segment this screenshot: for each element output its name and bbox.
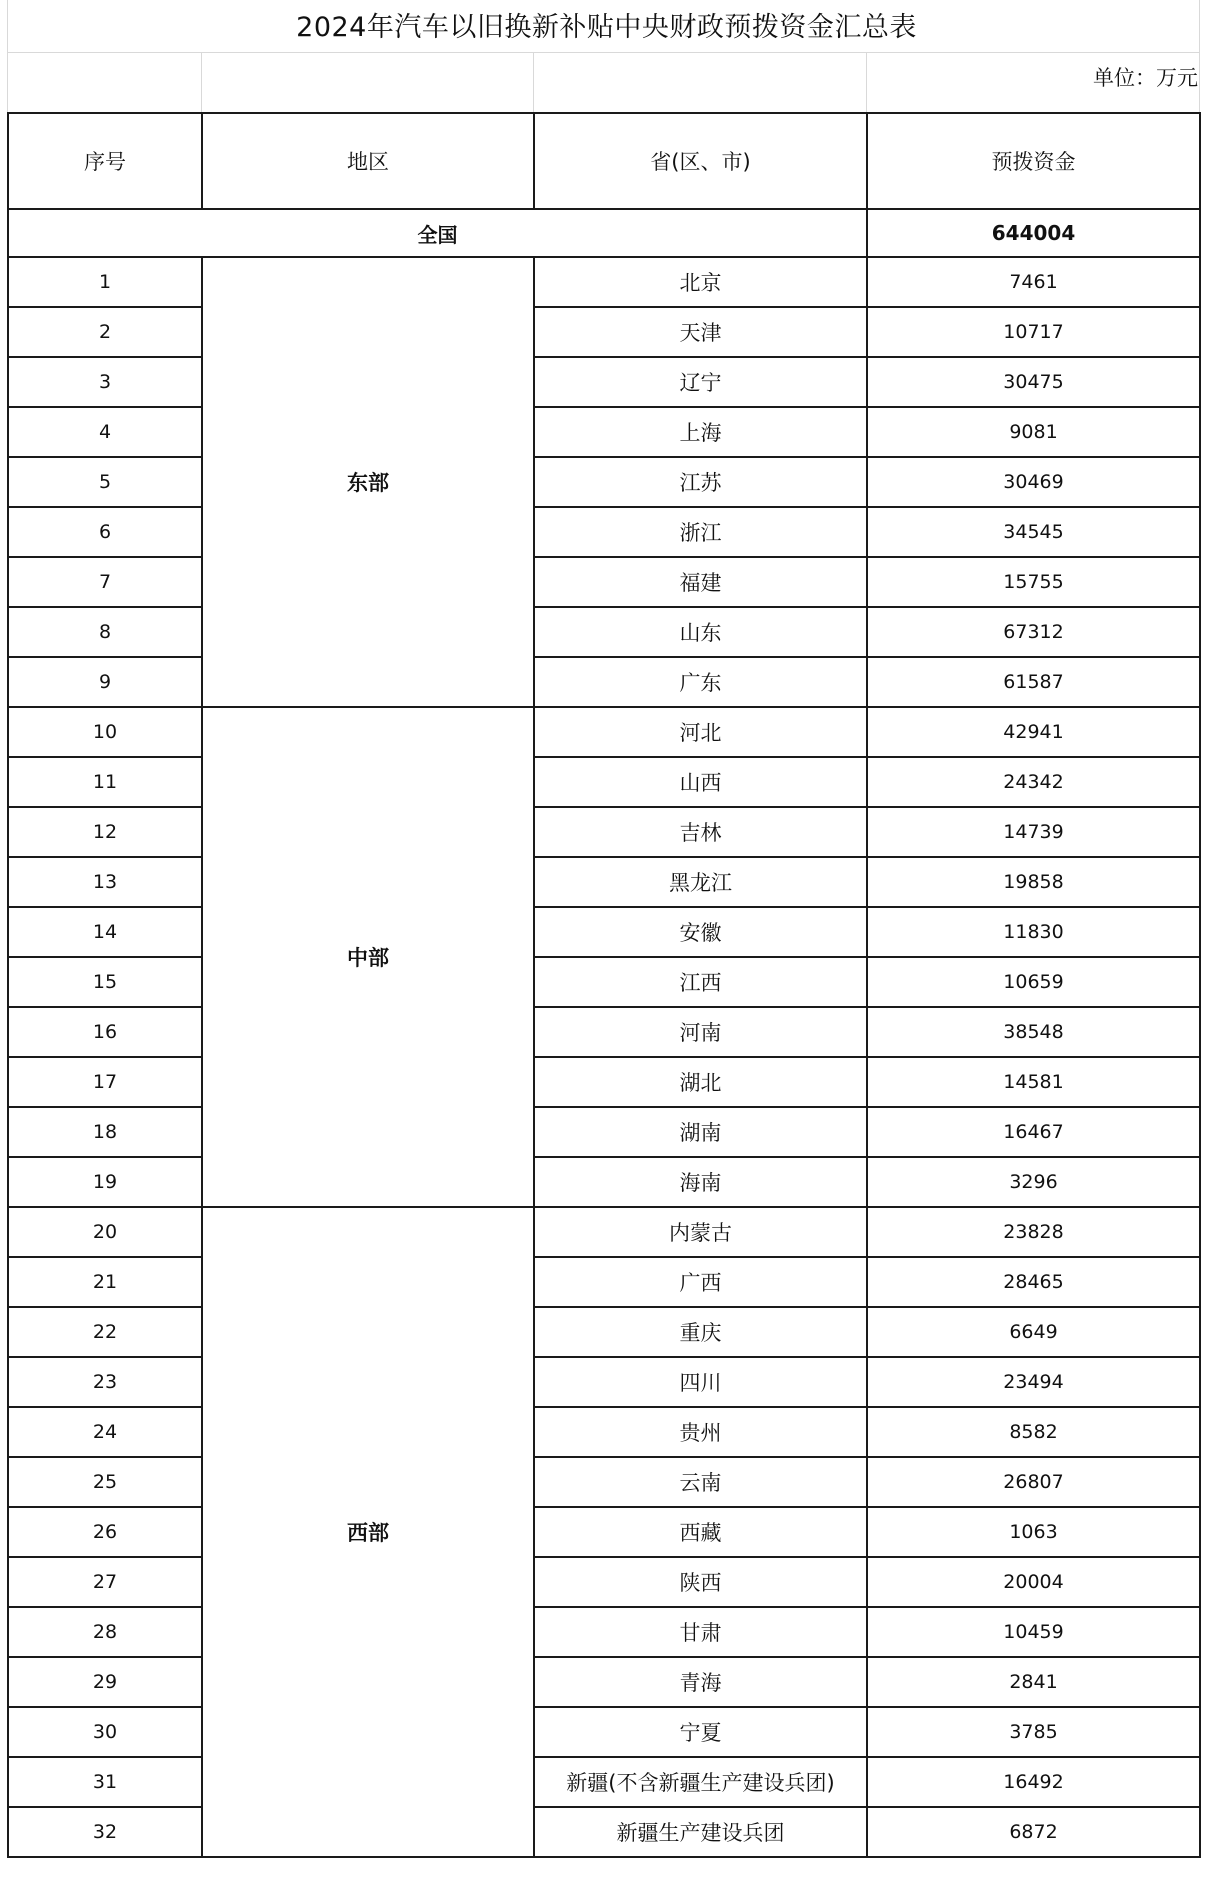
unit-label: 单位：万元	[1093, 66, 1198, 90]
table-row	[8, 1457, 1200, 1507]
row-index: 5	[8, 457, 202, 507]
funding-table	[7, 112, 1201, 1858]
province-cell: 宁夏	[534, 1707, 867, 1757]
table-row	[8, 1307, 1200, 1357]
row-index: 2	[8, 307, 202, 357]
amount-cell: 7461	[867, 257, 1200, 307]
province-cell: 西藏	[534, 1507, 867, 1557]
row-index: 29	[8, 1657, 202, 1707]
amount-cell: 34545	[867, 507, 1200, 557]
amount-cell: 6649	[867, 1307, 1200, 1357]
amount-cell: 19858	[867, 857, 1200, 907]
total-amount: 644004	[867, 209, 1200, 257]
table-row	[8, 1557, 1200, 1607]
province-cell: 北京	[534, 257, 867, 307]
province-cell: 甘肃	[534, 1607, 867, 1657]
row-index: 19	[8, 1157, 202, 1207]
province-cell: 吉林	[534, 807, 867, 857]
total-row	[8, 209, 1200, 257]
amount-cell: 3785	[867, 1707, 1200, 1757]
province-cell: 海南	[534, 1157, 867, 1207]
province-cell: 湖南	[534, 1107, 867, 1157]
row-index: 21	[8, 1257, 202, 1307]
table-row	[8, 957, 1200, 1007]
gridline	[201, 52, 202, 112]
province-cell: 浙江	[534, 507, 867, 557]
table-row	[8, 757, 1200, 807]
amount-cell: 2841	[867, 1657, 1200, 1707]
row-index: 1	[8, 257, 202, 307]
amount-cell: 9081	[867, 407, 1200, 457]
amount-cell: 10459	[867, 1607, 1200, 1657]
region-cell: 西部	[202, 1207, 534, 1857]
table-row	[8, 1657, 1200, 1707]
table-row	[8, 357, 1200, 407]
amount-cell: 38548	[867, 1007, 1200, 1057]
amount-cell: 1063	[867, 1507, 1200, 1557]
amount-cell: 14581	[867, 1057, 1200, 1107]
table-row	[8, 1207, 1200, 1257]
table-row	[8, 657, 1200, 707]
gridline	[7, 52, 1200, 53]
province-cell: 内蒙古	[534, 1207, 867, 1257]
table-header-row	[8, 113, 1200, 209]
table-row	[8, 507, 1200, 557]
province-cell: 湖北	[534, 1057, 867, 1107]
amount-cell: 28465	[867, 1257, 1200, 1307]
page-title: 2024年汽车以旧换新补贴中央财政预拨资金汇总表	[296, 12, 917, 43]
table-row	[8, 1757, 1200, 1807]
table-row	[8, 1807, 1200, 1857]
row-index: 3	[8, 357, 202, 407]
province-cell: 天津	[534, 307, 867, 357]
table-row	[8, 1407, 1200, 1457]
amount-cell: 61587	[867, 657, 1200, 707]
row-index: 9	[8, 657, 202, 707]
province-cell: 河南	[534, 1007, 867, 1057]
row-index: 31	[8, 1757, 202, 1807]
row-index: 22	[8, 1307, 202, 1357]
table-row	[8, 257, 1200, 307]
row-index: 8	[8, 607, 202, 657]
table-row	[8, 807, 1200, 857]
table-row	[8, 557, 1200, 607]
amount-cell: 14739	[867, 807, 1200, 857]
table-row	[8, 857, 1200, 907]
province-cell: 福建	[534, 557, 867, 607]
province-cell: 广东	[534, 657, 867, 707]
row-index: 27	[8, 1557, 202, 1607]
row-index: 13	[8, 857, 202, 907]
amount-cell: 8582	[867, 1407, 1200, 1457]
row-index: 14	[8, 907, 202, 957]
row-index: 10	[8, 707, 202, 757]
province-cell: 重庆	[534, 1307, 867, 1357]
province-cell: 上海	[534, 407, 867, 457]
table-row	[8, 407, 1200, 457]
region-cell: 中部	[202, 707, 534, 1207]
amount-cell: 30469	[867, 457, 1200, 507]
amount-cell: 23828	[867, 1207, 1200, 1257]
table-row	[8, 1507, 1200, 1557]
amount-cell: 10659	[867, 957, 1200, 1007]
amount-cell: 16492	[867, 1757, 1200, 1807]
header-amount: 预拨资金	[867, 113, 1200, 209]
table-body	[8, 113, 1200, 1857]
region-cell: 东部	[202, 257, 534, 707]
amount-cell: 67312	[867, 607, 1200, 657]
amount-cell: 23494	[867, 1357, 1200, 1407]
row-index: 23	[8, 1357, 202, 1407]
amount-cell: 11830	[867, 907, 1200, 957]
row-index: 16	[8, 1007, 202, 1057]
gridline	[866, 52, 867, 112]
row-index: 20	[8, 1207, 202, 1257]
province-cell: 云南	[534, 1457, 867, 1507]
row-index: 4	[8, 407, 202, 457]
table-row	[8, 1357, 1200, 1407]
row-index: 7	[8, 557, 202, 607]
province-cell: 新疆(不含新疆生产建设兵团)	[534, 1757, 867, 1807]
table-row	[8, 307, 1200, 357]
row-index: 32	[8, 1807, 202, 1857]
amount-cell: 6872	[867, 1807, 1200, 1857]
table-row	[8, 1057, 1200, 1107]
amount-cell: 26807	[867, 1457, 1200, 1507]
row-index: 6	[8, 507, 202, 557]
table-row	[8, 1007, 1200, 1057]
row-index: 30	[8, 1707, 202, 1757]
province-cell: 安徽	[534, 907, 867, 957]
row-index: 18	[8, 1107, 202, 1157]
table-row	[8, 607, 1200, 657]
province-cell: 江苏	[534, 457, 867, 507]
table-row	[8, 1707, 1200, 1757]
amount-cell: 15755	[867, 557, 1200, 607]
table-row	[8, 1257, 1200, 1307]
amount-cell: 30475	[867, 357, 1200, 407]
row-index: 11	[8, 757, 202, 807]
total-label: 全国	[8, 209, 867, 257]
row-index: 12	[8, 807, 202, 857]
province-cell: 江西	[534, 957, 867, 1007]
header-region: 地区	[202, 113, 534, 209]
amount-cell: 3296	[867, 1157, 1200, 1207]
row-index: 17	[8, 1057, 202, 1107]
province-cell: 黑龙江	[534, 857, 867, 907]
gridline	[533, 52, 534, 112]
table-row	[8, 1607, 1200, 1657]
row-index: 15	[8, 957, 202, 1007]
amount-cell: 42941	[867, 707, 1200, 757]
table-row	[8, 907, 1200, 957]
amount-cell: 16467	[867, 1107, 1200, 1157]
row-index: 26	[8, 1507, 202, 1557]
province-cell: 贵州	[534, 1407, 867, 1457]
amount-cell: 24342	[867, 757, 1200, 807]
row-index: 28	[8, 1607, 202, 1657]
table-row	[8, 707, 1200, 757]
table-row	[8, 1107, 1200, 1157]
table-row	[8, 457, 1200, 507]
table-row	[8, 1157, 1200, 1207]
province-cell: 山东	[534, 607, 867, 657]
province-cell: 山西	[534, 757, 867, 807]
row-index: 24	[8, 1407, 202, 1457]
province-cell: 青海	[534, 1657, 867, 1707]
row-index: 25	[8, 1457, 202, 1507]
province-cell: 辽宁	[534, 357, 867, 407]
amount-cell: 10717	[867, 307, 1200, 357]
province-cell: 新疆生产建设兵团	[534, 1807, 867, 1857]
header-index: 序号	[8, 113, 202, 209]
header-province: 省(区、市)	[534, 113, 867, 209]
province-cell: 广西	[534, 1257, 867, 1307]
province-cell: 河北	[534, 707, 867, 757]
province-cell: 陕西	[534, 1557, 867, 1607]
province-cell: 四川	[534, 1357, 867, 1407]
amount-cell: 20004	[867, 1557, 1200, 1607]
